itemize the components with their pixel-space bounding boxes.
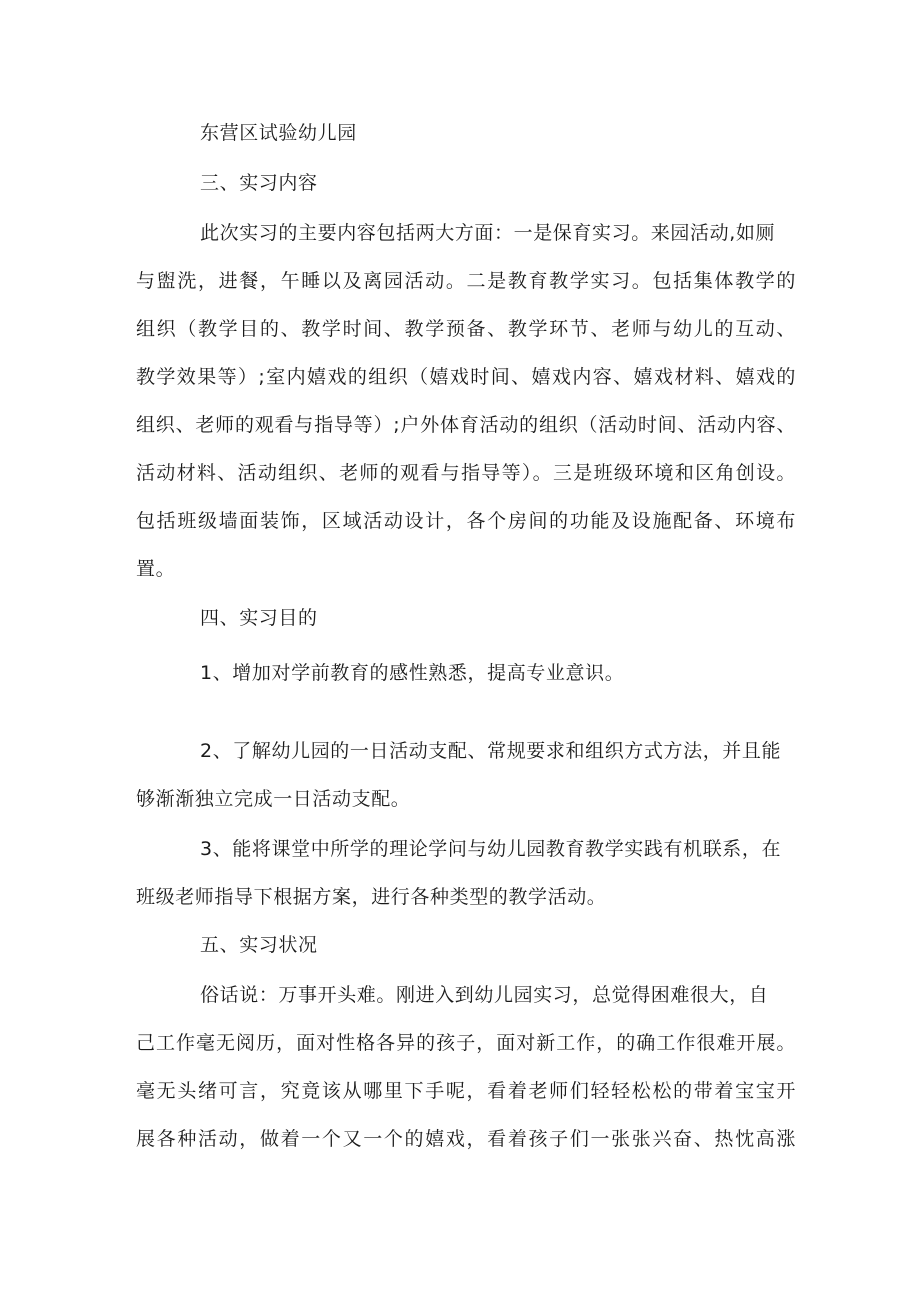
paragraph-line: 组织、老师的观看与指导等）;户外体育活动的组织（活动时间、活动内容、 — [136, 414, 796, 436]
goal-item-continued: 够渐渐独立完成一日活动支配。 — [136, 788, 411, 810]
paragraph-line: 此次实习的主要内容包括两大方面：一是保育实习。来园活动,如厕 — [200, 222, 776, 244]
paragraph-line: 己工作毫无阅历，面对性格各异的孩子，面对新工作，的确工作很难开展。 — [136, 1032, 796, 1054]
paragraph-line: 组织（教学目的、教学时间、教学预备、教学环节、老师与幼儿的互动、 — [136, 318, 796, 340]
paragraph-line: 包括班级墙面装饰，区域活动设计，各个房间的功能及设施配备、环境布 — [136, 510, 796, 532]
paragraph-line: 毫无头绪可言，究竟该从哪里下手呢，看着老师们轻轻松松的带着宝宝开 — [136, 1080, 796, 1102]
paragraph-line: 展各种活动，做着一个又一个的嬉戏，看着孩子们一张张兴奋、热忱高涨 — [136, 1128, 796, 1150]
paragraph-line: 置。 — [136, 558, 176, 580]
section-heading-status: 五、实习状况 — [200, 934, 318, 956]
goal-item: 2、了解幼儿园的一日活动支配、常规要求和组织方式方法，并且能 — [200, 740, 782, 762]
paragraph-line: 教学效果等）;室内嬉戏的组织（嬉戏时间、嬉戏内容、嬉戏材料、嬉戏的 — [136, 366, 796, 388]
section-heading-content: 三、实习内容 — [200, 172, 318, 194]
goal-item: 1、增加对学前教育的感性熟悉，提高专业意识。 — [200, 662, 625, 684]
section-heading-goals: 四、实习目的 — [200, 607, 318, 629]
paragraph-line: 与盥洗，进餐，午睡以及离园活动。二是教育教学实习。包括集体教学的 — [136, 270, 796, 292]
goal-item-continued: 班级老师指导下根据方案，进行各种类型的教学活动。 — [136, 886, 607, 908]
paragraph-line: 俗话说：万事开头难。刚进入到幼儿园实习，总觉得困难很大，自 — [200, 984, 769, 1006]
paragraph-line: 活动材料、活动组织、老师的观看与指导等）。三是班级环境和区角创设。 — [136, 462, 796, 484]
goal-item: 3、能将课堂中所学的理论学问与幼儿园教育教学实践有机联系，在 — [200, 838, 782, 860]
school-name-line: 东营区试验幼儿园 — [200, 122, 357, 144]
